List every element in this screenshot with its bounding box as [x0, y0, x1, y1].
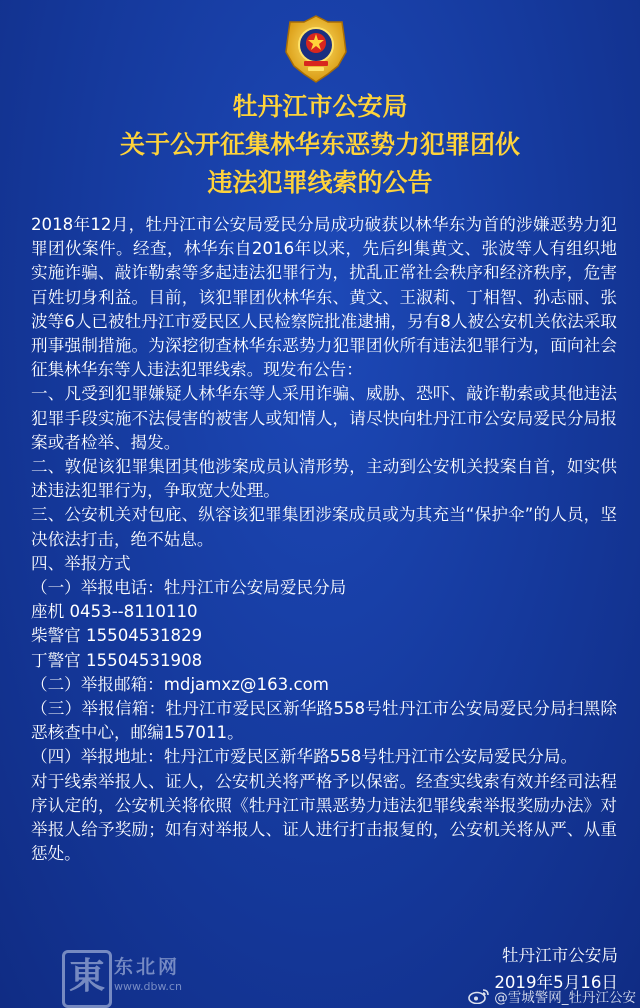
police-emblem-icon	[284, 14, 348, 84]
dbw-url: www.dbw.cn	[114, 980, 182, 993]
signature-date: 2019年5月16日	[494, 973, 618, 992]
report-address: （四）举报地址：牡丹江市爱民区新华路558号牡丹江市公安局爱民分局。	[31, 747, 578, 767]
officer-ding-phone: 丁警官 15504531908	[31, 650, 203, 670]
dbw-logo-icon: 東	[62, 950, 112, 1008]
officer-chai-phone: 柴警官 15504531829	[31, 626, 203, 646]
dbw-watermark-logo	[62, 950, 212, 1006]
phone-heading: （一）举报电话：牡丹江市公安局爱民分局	[31, 578, 347, 598]
item-3: 三、公安机关对包庇、纵容该犯罪集团涉案成员或为其充当“保护伞”的人员，坚决依法打击，绝不姑息。	[31, 505, 617, 549]
announcement-body	[31, 213, 617, 866]
title-line-1: 牡丹江市公安局	[232, 92, 408, 121]
signature-org: 牡丹江市公安局	[501, 946, 618, 965]
landline-number: 座机 0453--8110110	[31, 602, 198, 622]
announcement-title	[0, 88, 640, 202]
weibo-account: @雪城警网_牡丹江公安	[494, 990, 636, 1006]
title-line-3: 违法犯罪线索的公告	[207, 168, 433, 197]
title-line-2: 关于公开征集林华东恶势力犯罪团伙	[119, 130, 520, 159]
weibo-icon	[468, 988, 490, 1004]
intro-paragraph: 2018年12月，牡丹江市公安局爱民分局成功破获以林华东为首的涉嫌恶势力犯罪团伙案件。经查，林华东自2016年以来，先后纠集黄文、张波等人有组织地实施诈骗、敲诈勒索等多起违法犯罪行为，扰乱正常社会秩序和经济秩序，危害百姓切身利益。目前，该犯罪团伙林华东、黄文、王淑莉、丁相智、孙志丽、张波等6人已被牡丹江市爱民区人民检察院批准逮捕，另有8人被公安机关依法采取刑事强制措施。为深挖彻查林华东恶势力犯罪团伙所有违法犯罪行为，面向社会征集林华东等人违法犯罪线索。现发布公告：	[31, 215, 617, 380]
report-email: （二）举报邮箱：mdjamxz@163.com	[31, 674, 329, 694]
dbw-name: 东北网	[114, 956, 181, 978]
report-mailbox: （三）举报信箱：牡丹江市爱民区新华路558号牡丹江市公安局爱民分局扫黑除恶核查中心，邮编157011。	[31, 699, 617, 743]
item-2: 二、敦促该犯罪集团其他涉案成员认清形势，主动到公安机关投案自首，如实供述违法犯罪行为，争取宽大处理。	[31, 457, 617, 501]
weibo-watermark	[468, 986, 636, 1006]
item-4-heading: 四、举报方式	[31, 553, 131, 573]
item-1: 一、凡受到犯罪嫌疑人林华东等人采用诈骗、威胁、恐吓、敲诈勒索或其他违法犯罪手段实施不法侵害的被害人或知情人，请尽快向牡丹江市公安局爱民分局报案或者检举、揭发。	[31, 384, 617, 452]
closing-paragraph: 对于线索举报人、证人，公安机关将严格予以保密。经查实线索有效并经司法程序认定的，公安机关将依照《牡丹江市黑恶势力违法犯罪线索举报奖励办法》对举报人给予奖励；如有对举报人、证人进行打击报复的，公安机关将从严、从重惩处。	[31, 771, 617, 864]
